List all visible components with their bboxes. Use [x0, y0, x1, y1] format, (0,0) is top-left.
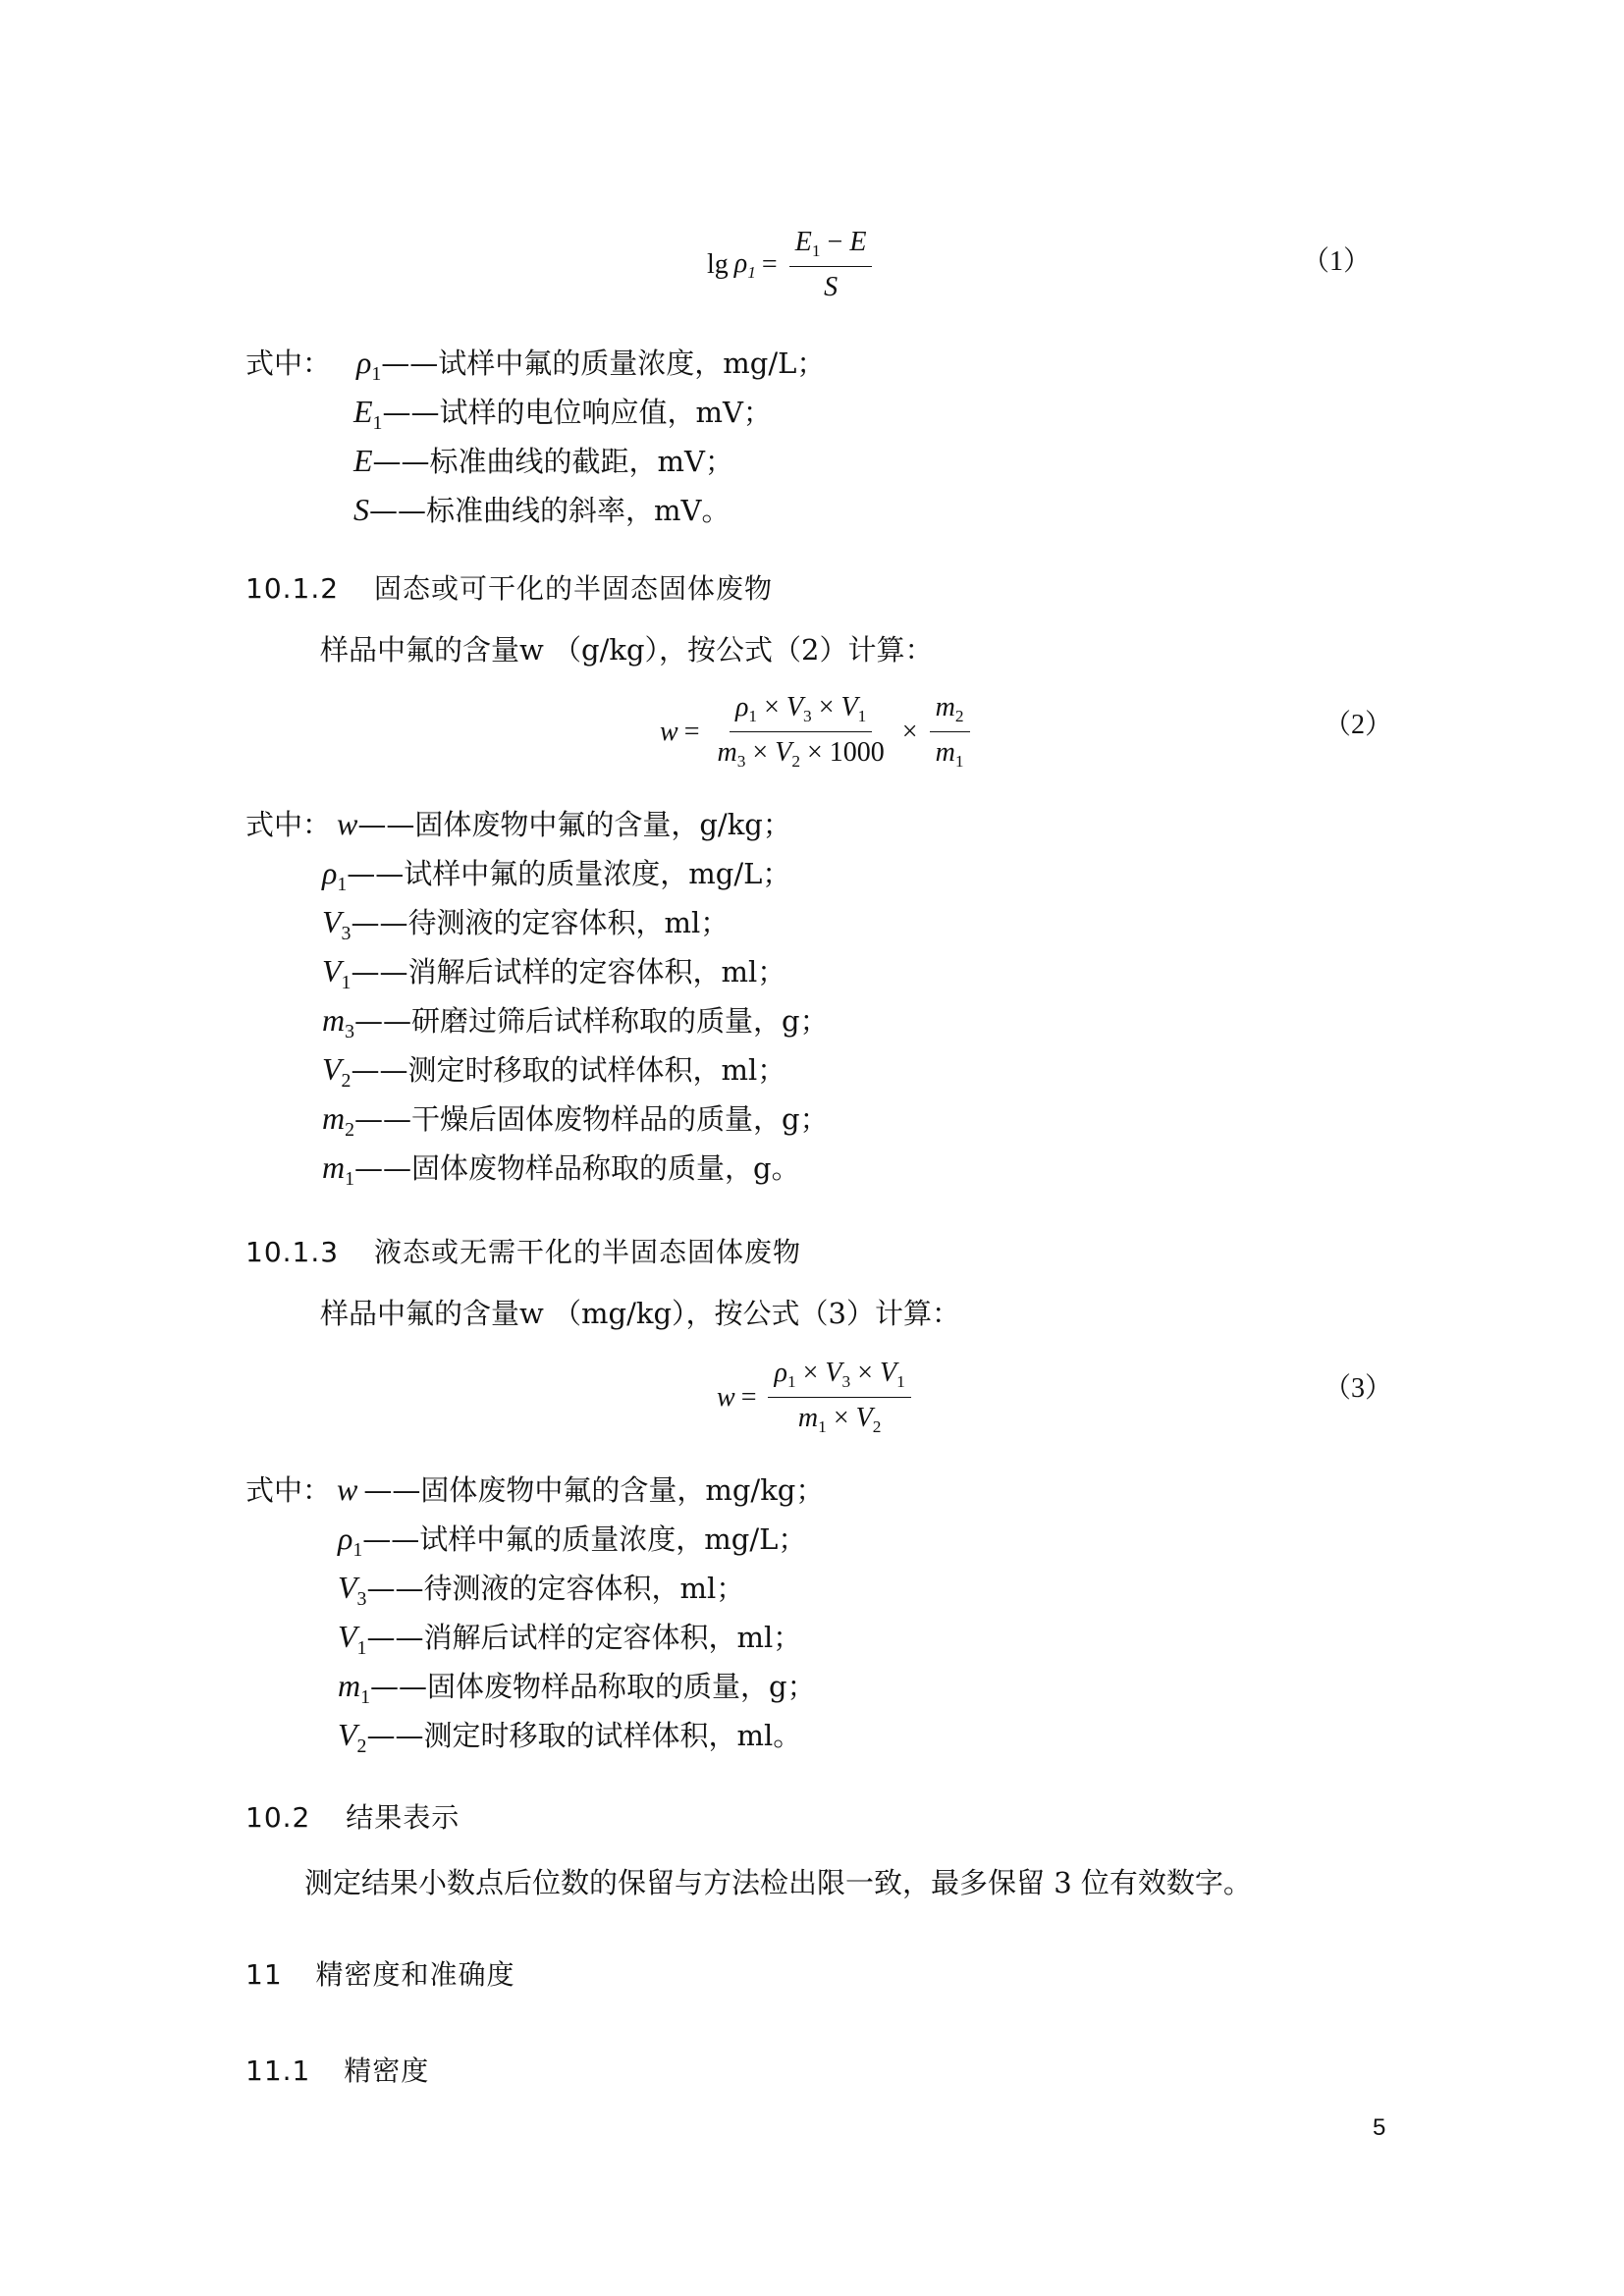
symbol-m1: $m_1$ — [338, 1668, 371, 1708]
definition-2-7 — [322, 1147, 800, 1191]
definition-1-2 — [353, 440, 733, 480]
symbol-rho1: $\rho_1$ — [356, 345, 382, 385]
page-number: 5 — [1373, 2114, 1386, 2141]
section-heading-11 — [245, 1953, 515, 1993]
definition-3-2 — [338, 1567, 744, 1611]
symbol-e: E — [353, 443, 373, 478]
paragraph-2: 样品中氟的含量w （g/kg），按公式（2）计算： — [320, 633, 934, 667]
equation-2: w = $\frac{\rho_1 \times V_3 \times V_1}{m_3 \times V_2 \times 1000}$ × $\frac{m_2}{m_1}$ — [660, 693, 976, 771]
definition-text: ——测定时移取的试样体积，ml； — [351, 1053, 786, 1087]
definition-3-0 — [245, 1468, 824, 1509]
definition-3-4 — [338, 1665, 816, 1709]
section-title: 固态或可干化的半固态固体废物 — [373, 572, 773, 605]
section-heading-10-2 — [245, 1796, 460, 1836]
section-number: 11 — [245, 1958, 283, 1991]
definition-2-4 — [322, 999, 829, 1043]
definition-text: ——固体废物样品称取的质量，g； — [370, 1670, 816, 1703]
symbol-v3: $V_3$ — [322, 904, 352, 944]
definition-1-3 — [353, 489, 730, 529]
definition-lead: 式中： — [245, 347, 332, 380]
definition-text: ——固体废物中氟的含量，mg/kg； — [363, 1473, 825, 1507]
definition-2-6 — [322, 1097, 829, 1142]
definition-text: ——试样中氟的质量浓度，mg/L； — [381, 347, 826, 380]
definition-2-0 — [245, 803, 791, 843]
definition-2-2 — [322, 901, 729, 945]
definition-3-1 — [338, 1518, 806, 1562]
symbol-m2: $m_2$ — [322, 1100, 355, 1141]
definition-text: ——研磨过筛后试样称取的质量，g； — [354, 1004, 829, 1038]
symbol-w: w — [337, 1471, 358, 1507]
definition-lead: 式中： — [245, 1473, 332, 1507]
symbol-e1: $E_1$ — [353, 394, 383, 434]
symbol-v2: $V_2$ — [322, 1051, 352, 1092]
section-number: 10.2 — [245, 1801, 311, 1834]
definition-1-0 — [245, 342, 825, 386]
symbol-v1: $V_1$ — [338, 1619, 367, 1659]
definition-2-1 — [322, 852, 790, 896]
definition-lead: 式中： — [245, 808, 332, 841]
definition-text: ——待测液的定容体积，ml； — [366, 1572, 745, 1605]
definition-3-5 — [338, 1714, 801, 1758]
definition-text: ——试样的电位响应值，mV； — [382, 396, 772, 429]
equation-1-number: （1） — [1302, 246, 1372, 277]
symbol-w: w — [337, 806, 358, 841]
section-title: 精密度 — [344, 2055, 430, 2087]
definition-text: ——消解后试样的定容体积，ml； — [366, 1621, 802, 1654]
section-title: 精密度和准确度 — [315, 1958, 515, 1991]
definition-2-5 — [322, 1048, 785, 1093]
equation-3-number: （3） — [1324, 1373, 1393, 1404]
section-heading-10-1-2 — [245, 567, 773, 607]
symbol-v1: $V_1$ — [322, 953, 352, 993]
definition-3-3 — [338, 1616, 801, 1660]
paragraph-4: 测定结果小数点后位数的保留与方法检出限一致，最多保留 3 位有效数字。 — [304, 1866, 1252, 1899]
definition-text: ——测定时移取的试样体积，ml。 — [366, 1719, 802, 1752]
definition-text: ——标准曲线的截距，mV； — [372, 445, 733, 478]
definition-1-1 — [353, 391, 772, 435]
symbol-m1: $m_1$ — [322, 1149, 355, 1190]
equation-2-number: （2） — [1324, 710, 1393, 740]
equation-1: lg $\rho_1$ = $\frac{E_1 - E}{S}$ — [707, 228, 878, 303]
definition-text: ——固体废物中氟的含量，g/kg； — [357, 808, 791, 841]
symbol-m3: $m_3$ — [322, 1002, 355, 1042]
definition-text: ——待测液的定容体积，ml； — [351, 906, 730, 939]
section-title: 结果表示 — [346, 1801, 460, 1834]
definition-text: ——干燥后固体废物样品的质量，g； — [354, 1102, 829, 1136]
section-heading-11-1 — [245, 2050, 429, 2089]
paragraph-3: 样品中氟的含量w （mg/kg），按公式（3）计算： — [320, 1297, 960, 1330]
symbol-rho1: $\rho_1$ — [322, 855, 348, 895]
definition-text: ——试样中氟的质量浓度，mg/L； — [362, 1522, 807, 1556]
definition-text: ——标准曲线的斜率，mV。 — [369, 494, 731, 527]
definition-2-3 — [322, 950, 785, 994]
section-heading-10-1-3 — [245, 1231, 801, 1270]
definition-text: ——试样中氟的质量浓度，mg/L； — [347, 857, 791, 890]
symbol-v3: $V_3$ — [338, 1570, 367, 1610]
symbol-s: S — [353, 492, 369, 527]
symbol-v2: $V_2$ — [338, 1717, 367, 1757]
symbol-rho1: $\rho_1$ — [338, 1521, 363, 1561]
section-number: 11.1 — [245, 2055, 311, 2087]
definition-text: ——消解后试样的定容体积，ml； — [351, 955, 786, 988]
section-number: 10.1.2 — [245, 572, 340, 605]
definition-text: ——固体废物样品称取的质量，g。 — [354, 1151, 800, 1185]
section-number: 10.1.3 — [245, 1236, 340, 1268]
equation-3: w = $\frac{\rho_1 \times V_3 \times V_1}{m_1 \times V_2}$ — [717, 1359, 917, 1436]
section-title: 液态或无需干化的半固态固体废物 — [373, 1236, 801, 1268]
